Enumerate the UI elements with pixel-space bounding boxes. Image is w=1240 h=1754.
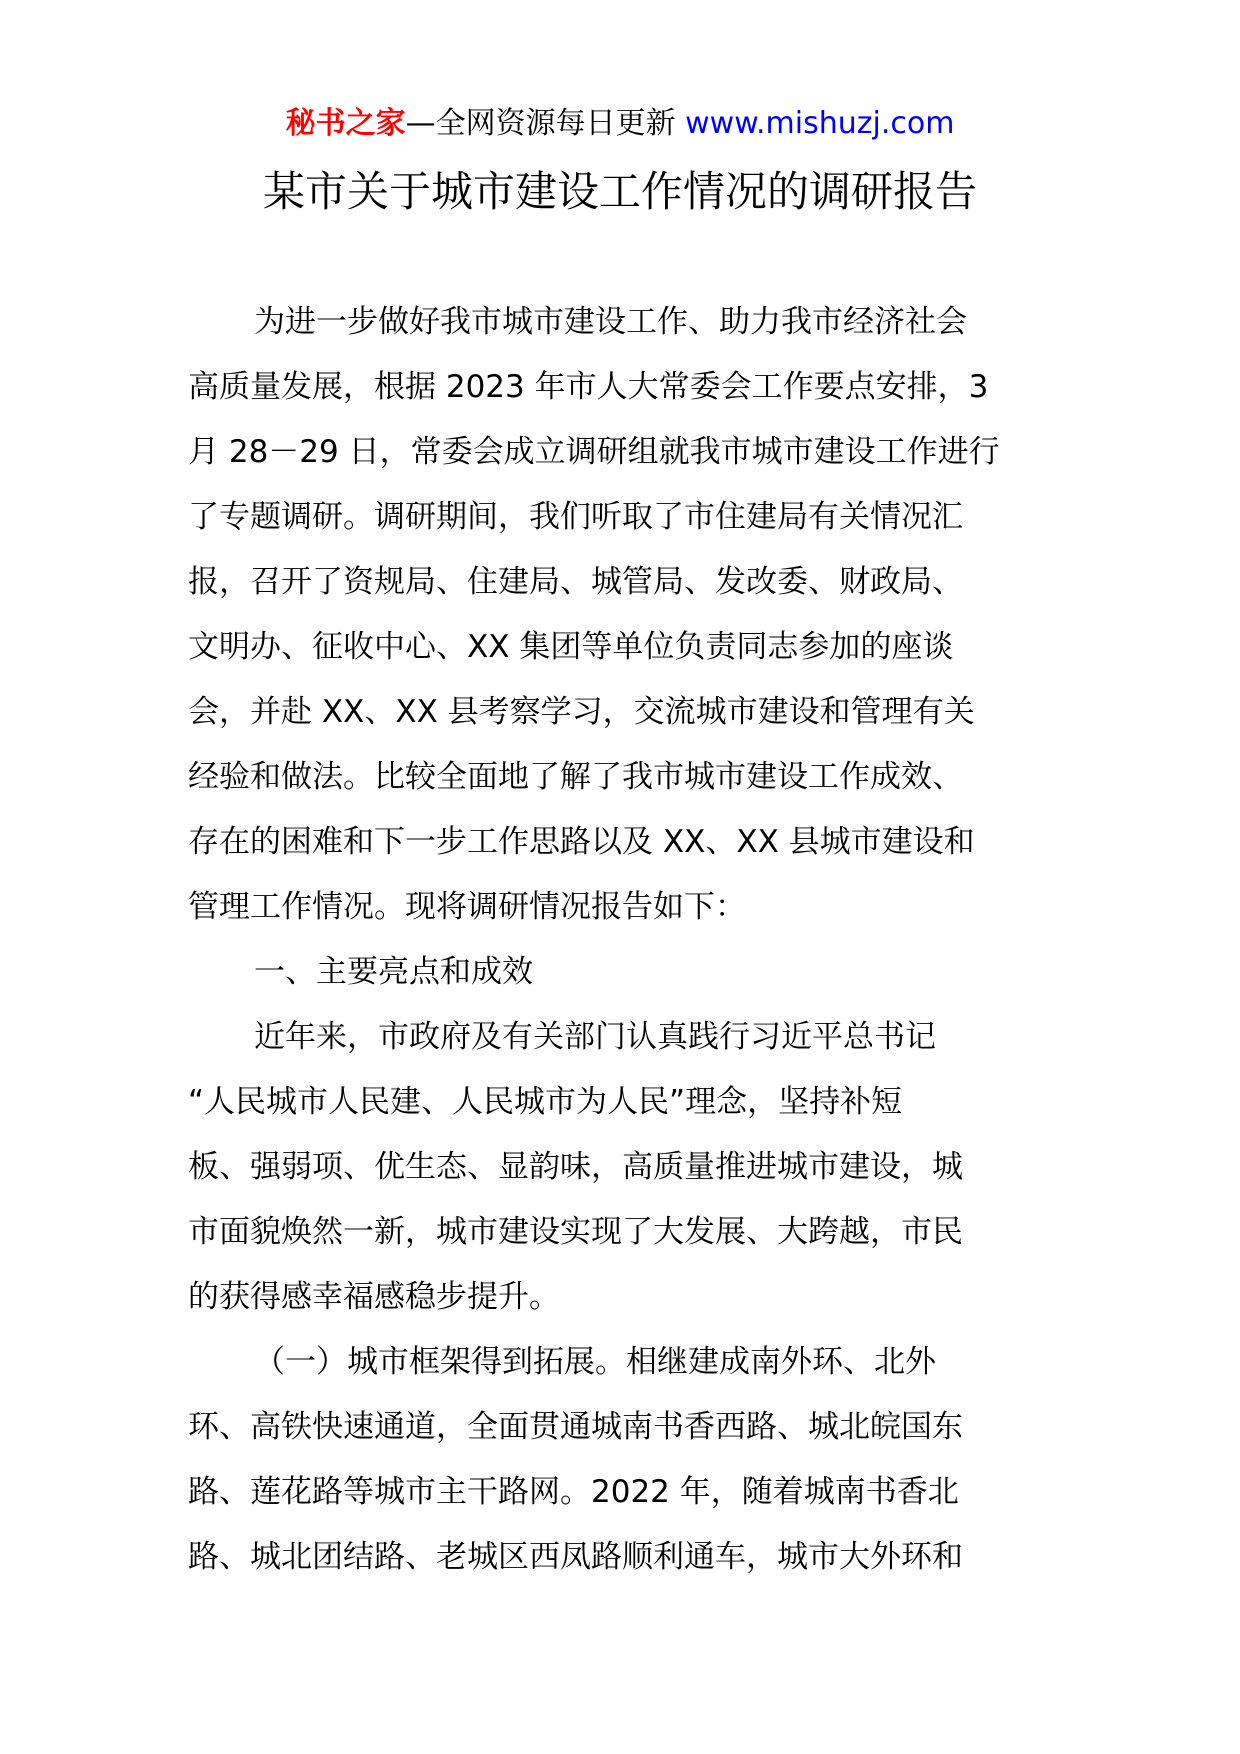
paragraph-line: 市面貌焕然一新，城市建设实现了大发展、大跨越，市民 — [188, 1214, 963, 1250]
site-tagline: —全网资源每日更新 — [405, 106, 686, 141]
paragraph-line: 月 28－29 日，常委会成立调研组就我市城市建设工作进行 — [188, 434, 1000, 470]
document-body — [188, 290, 1058, 1590]
paragraph-line: 报，召开了资规局、住建局、城管局、发改委、财政局、 — [188, 564, 963, 600]
paragraph-line: 文明办、征收中心、XX 集团等单位负责同志参加的座谈 — [188, 629, 954, 665]
paragraph-line: 板、强弱项、优生态、显韵味，高质量推进城市建设，城 — [188, 1149, 963, 1185]
paragraph-line: 经验和做法。比较全面地了解了我市城市建设工作成效、 — [188, 759, 963, 795]
section-heading: 一、主要亮点和成效 — [254, 954, 533, 990]
paragraph-line: 为进一步做好我市城市建设工作、助力我市经济社会 — [254, 304, 967, 340]
paragraph-line: 路、城北团结路、老城区西凤路顺利通车，城市大外环和 — [188, 1539, 963, 1575]
paragraph-line: 管理工作情况。现将调研情况报告如下： — [188, 889, 746, 925]
paragraph-line: 路、莲花路等城市主干路网。2022 年，随着城南书香北 — [188, 1474, 959, 1510]
site-header — [0, 104, 1240, 144]
document-title: 某市关于城市建设工作情况的调研报告 — [262, 167, 977, 216]
paragraph-line: 会，并赴 XX、XX 县考察学习，交流城市建设和管理有关 — [188, 694, 975, 730]
subsection-line: （一）城市框架得到拓展。相继建成南外环、北外 — [254, 1344, 936, 1380]
paragraph-line: 存在的困难和下一步工作思路以及 XX、XX 县城市建设和 — [188, 824, 975, 860]
paragraph-line: 环、高铁快速通道，全面贯通城南书香西路、城北皖国东 — [188, 1409, 963, 1445]
site-url-link[interactable]: www.mishuzj.com — [685, 106, 955, 141]
paragraph-line: 高质量发展，根据 2023 年市人大常委会工作要点安排，3 — [188, 369, 989, 405]
paragraph-line: 近年来，市政府及有关部门认真践行习近平总书记 — [254, 1019, 936, 1055]
site-brand: 秘书之家 — [285, 106, 406, 141]
paragraph-line: “人民城市人民建、人民城市为人民”理念，坚持补短 — [188, 1084, 903, 1120]
paragraph-line: 了专题调研。调研期间，我们听取了市住建局有关情况汇 — [188, 499, 963, 535]
paragraph-line: 的获得感幸福感稳步提升。 — [188, 1279, 560, 1315]
